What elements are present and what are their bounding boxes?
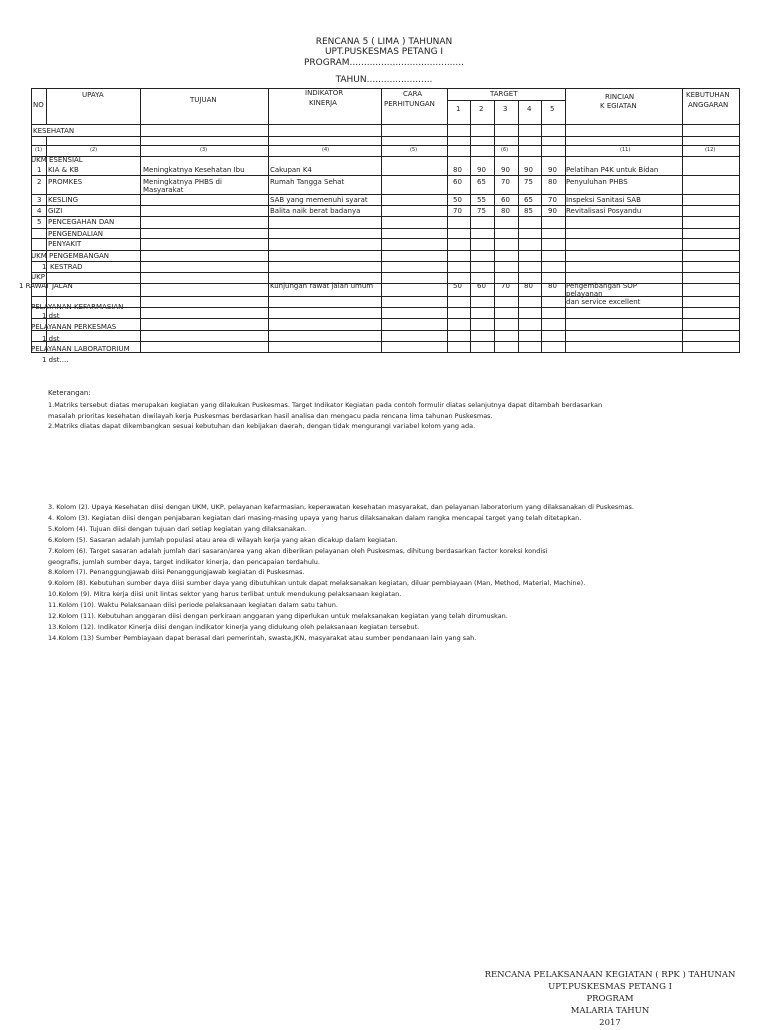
note-5: 5.Kolom (4). Tujuan diisi dengan tujuan dari setiap kegiatan yang dilaksanakan. bbox=[48, 525, 307, 533]
target-year-2: 2 bbox=[479, 105, 484, 113]
row-target-5: 80 bbox=[548, 178, 557, 186]
row-target-2: 60 bbox=[477, 282, 486, 290]
target-year-3: 3 bbox=[503, 105, 508, 113]
target-year-4: 4 bbox=[527, 105, 532, 113]
row-no: 4 bbox=[37, 207, 42, 215]
note-7: 7.Kolom (6). Target sasaran adalah jumlah dari sasaran/area yang akan diberikan pelayanan oleh Puskesmas, dihitung berdasarkan factor koreksi kondisi bbox=[48, 547, 548, 555]
row-tujuan: Meningkatnya Kesehatan Ibu bbox=[143, 166, 245, 174]
row-upaya: GIZI bbox=[48, 207, 63, 215]
note-6: 6.Kolom (5). Sasaran adalah jumlah populasi atau area di wilayah kerja yang akan dicakup dalam kegiatan. bbox=[48, 536, 398, 544]
kestrad-no: 1 bbox=[42, 263, 47, 271]
row-rincian-3: dan service excellent bbox=[566, 298, 641, 306]
doc-title: RENCANA 5 ( LIMA ) TAHUNAN bbox=[315, 37, 453, 47]
note-7b: geografis, jumlah sumber daya, target indikator kinerja, dan pencapaian terdahulu. bbox=[48, 558, 320, 566]
row-target-3: 80 bbox=[501, 207, 510, 215]
col-tujuan: TUJUAN bbox=[190, 96, 217, 104]
row-no: 2 bbox=[37, 178, 42, 186]
row-target-4: 65 bbox=[524, 196, 533, 204]
row-target-1: 50 bbox=[453, 196, 462, 204]
row-rincian-2: pelayanan bbox=[566, 290, 603, 298]
col-kebutuhan-2: ANGGARAN bbox=[688, 101, 729, 109]
col-indikator-1: INDIKATOR bbox=[305, 89, 344, 97]
row-upaya: KIA & KB bbox=[48, 166, 79, 174]
ukm-esensial-label: UKM ESENSIAL bbox=[31, 156, 83, 164]
kestrad-upaya: KESTRAD bbox=[50, 263, 83, 271]
doc-subtitle: UPT.PUSKESMAS PETANG I bbox=[324, 47, 444, 57]
col-rincian-1: RINCIAN bbox=[605, 93, 635, 101]
row-target-1: 80 bbox=[453, 166, 462, 174]
ukm-pengembangan-label: UKM PENGEMBANGAN bbox=[31, 252, 110, 260]
row-upaya-2: PENGENDALIAN bbox=[48, 230, 104, 238]
row-target-4: 90 bbox=[524, 166, 533, 174]
row-target-3: 90 bbox=[501, 166, 510, 174]
rawat-jalan-label: 1 RAWAT JALAN bbox=[19, 282, 73, 290]
rpk-puskesmas: UPT.PUSKESMAS PETANG I bbox=[548, 982, 672, 992]
row-target-4: 80 bbox=[524, 282, 533, 290]
row-target-1: 60 bbox=[453, 178, 462, 186]
row-no: 3 bbox=[37, 196, 42, 204]
row-target-4: 85 bbox=[524, 207, 533, 215]
row-target-2: 90 bbox=[477, 166, 486, 174]
rpk-malaria: MALARIA TAHUN bbox=[570, 1006, 650, 1016]
row-indikator: Rumah Tangga Sehat bbox=[270, 178, 345, 186]
colnum-4: (4) bbox=[322, 147, 330, 153]
row-upaya: PENCEGAHAN DAN bbox=[48, 218, 115, 226]
row-target-4: 75 bbox=[524, 178, 533, 186]
notes-title: Keterangan: bbox=[48, 389, 91, 397]
row-no: 5 bbox=[37, 218, 42, 226]
row-upaya: PROMKES bbox=[48, 178, 83, 186]
tahun-line: TAHUN....................... bbox=[335, 75, 433, 85]
row-target-3: 70 bbox=[501, 282, 510, 290]
rpk-title: RENCANA PELAKSANAAN KEGIATAN ( RPK ) TAHUNAN bbox=[484, 970, 736, 980]
col-cara-2: PERHITUNGAN bbox=[384, 100, 435, 108]
kefarmasian-label: PELAYANAN KEFARMASIAN bbox=[31, 303, 124, 311]
row-no: 1 bbox=[37, 166, 42, 174]
rpk-year: 2017 bbox=[599, 1018, 621, 1028]
row-tujuan-2: Masyarakat bbox=[143, 186, 184, 194]
colnum-11: (11) bbox=[620, 147, 631, 153]
col-upaya: UPAYA bbox=[82, 91, 104, 99]
row-target-3: 60 bbox=[501, 196, 510, 204]
row-target-5: 70 bbox=[548, 196, 557, 204]
laboratorium-label: PELAYANAN LABORATORIUM bbox=[31, 345, 130, 353]
colnum-5: (5) bbox=[410, 147, 418, 153]
row-indikator: SAB yang memenuhi syarat bbox=[270, 196, 368, 204]
perkesmas-label: PELAYANAN PERKESMAS bbox=[31, 323, 117, 331]
row-target-3: 70 bbox=[501, 178, 510, 186]
row-rincian: Pengembangan SOP bbox=[566, 282, 638, 290]
row-target-2: 55 bbox=[477, 196, 486, 204]
row-target-2: 75 bbox=[477, 207, 486, 215]
col-no: NO bbox=[33, 101, 44, 109]
row-indikator: Balita naik berat badanya bbox=[270, 207, 361, 215]
col-cara-1: CARA bbox=[403, 90, 423, 98]
target-year-1: 1 bbox=[456, 105, 461, 113]
row-upaya-3: PENYAKIT bbox=[48, 240, 82, 248]
note-2: 2.Matriks diatas dapat dikembangkan sesuai kebutuhan dan kebijakan daerah, dengan tidak mengurangi variabel kolom yang ada. bbox=[48, 422, 476, 430]
row-indikator: Cakupan K4 bbox=[270, 166, 312, 174]
colnum-1: (1) bbox=[35, 147, 43, 153]
note-11: 11.Kolom (10). Waktu Pelaksanaan diisi periode pelaksanaan kegiatan dalam satu tahun. bbox=[48, 601, 338, 609]
row-tujuan: Meningkatnya PHBS di bbox=[143, 178, 222, 186]
row-rincian: Pelatihan P4K untuk Bidan bbox=[566, 166, 659, 174]
row-target-5: 80 bbox=[548, 282, 557, 290]
row-target-5: 90 bbox=[548, 166, 557, 174]
program-line: PROGRAM........................................ bbox=[304, 58, 464, 68]
row-rincian: Inspeksi Sanitasi SAB bbox=[566, 196, 641, 204]
note-1: 1.Matriks tersebut diatas merupakan kegiatan yang dilakukan Puskesmas. Target Indikator Kegiatan pada contoh formulir diatas selanjutnya dapat ditambah berdasarkan bbox=[48, 401, 603, 409]
col-rincian-2: K EGIATAN bbox=[600, 102, 637, 110]
col-indikator-2: KINERJA bbox=[309, 99, 337, 107]
col-kebutuhan-1: KEBUTUHAN bbox=[686, 91, 730, 99]
note-8: 8.Kolom (7). Penanggungjawab diisi Penanggungjawab kegiatan di Puskesmas. bbox=[48, 568, 305, 576]
note-1b: masalah prioritas kesehatan diwilayah kerja Puskesmas berdasarkan hasil analisa dan mengacu pada rencana lima tahunan Puskesmas. bbox=[48, 412, 493, 420]
note-3: 3. Kolom (2). Upaya Kesehatan diisi dengan UKM, UKP, pelayanan kefarmasian, keperawatan kesehatan masyarakat, dan pelayanan laboratorium yang dilaksanakan di Puskesmas. bbox=[48, 503, 634, 511]
col-target: TARGET bbox=[490, 90, 518, 98]
laboratorium-dst: 1 dst.... bbox=[42, 356, 69, 364]
row-target-1: 50 bbox=[453, 282, 462, 290]
note-14: 14.Kolom (13) Sumber Pembiayaan dapat berasal dari pemerintah, swasta,JKN, masyarakat atau sumber pendanaan lain yang sah. bbox=[48, 634, 477, 642]
note-12: 12.Kolom (11). Kebutuhan anggaran diisi dengan perkiraan anggaran yang diperlukan untuk melaksanakan kegiatan yang telah dirumuskan. bbox=[48, 612, 508, 620]
row-target-5: 90 bbox=[548, 207, 557, 215]
note-13: 13.Kolom (12). Indikator Kinerja diisi dengan indikator kinerja yang didukung oleh pelaksanaan kegiatan tersebut. bbox=[48, 623, 420, 631]
colnum-6: (6) bbox=[501, 147, 509, 153]
ukp-label: UKP bbox=[31, 273, 45, 281]
row-rincian: Penyuluhan PHBS bbox=[566, 178, 628, 186]
row-rincian: Revitalisasi Posyandu bbox=[566, 207, 642, 215]
rpk-program: PROGRAM bbox=[586, 994, 634, 1004]
note-4: 4. Kolom (3). Kegiatan diisi dengan penjabaran kegiatan dari masing-masing upaya yang harus dilaksanakan dalam rangka mencapai target yang telah ditetapkan. bbox=[48, 514, 582, 522]
row-upaya: KESLING bbox=[48, 196, 79, 204]
row-indikator: Kunjungan rawat jalan umum bbox=[270, 282, 374, 290]
perkesmas-dst: 1 dst bbox=[42, 335, 60, 343]
row-target-2: 65 bbox=[477, 178, 486, 186]
row-target-1: 70 bbox=[453, 207, 462, 215]
note-10: 10.Kolom (9). Mitra kerja diisi unit lintas sektor yang harus terlibat untuk mendukung pelaksanaan kegiatan. bbox=[48, 590, 402, 598]
kefarmasian-dst: 1 dst bbox=[42, 312, 60, 320]
colnum-12: (12) bbox=[705, 147, 716, 153]
colnum-3: (3) bbox=[200, 147, 208, 153]
colnum-2: (2) bbox=[90, 147, 98, 153]
note-9: 9.Kolom (8). Kebutuhan sumber daya diisi sumber daya yang dibutuhkan untuk dapat melaksanakan kegiatan, diluar pembiayaan (Man, Method, Material, Machine). bbox=[48, 579, 586, 587]
kesehatan-label: KESEHATAN bbox=[33, 127, 75, 135]
target-year-5: 5 bbox=[550, 105, 555, 113]
